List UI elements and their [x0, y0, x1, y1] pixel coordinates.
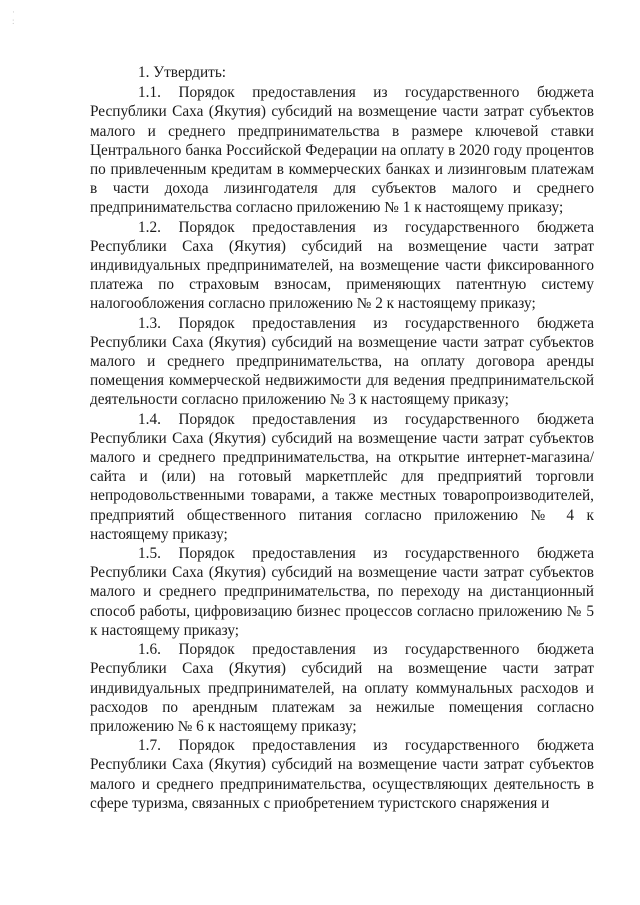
paragraph-1-4: 1.4. Порядок предоставления из государственного бюджета Республики Саха (Якутия) субсидий на возмещение части затрат субъектов малого и среднего предпринимательства, на открытие интернет-магазина/сайта и (или) на готовый маркетплейс для предприятий торговли непродовольственными товарами, а также местных товаропроизводителей, предприятий общественного питания согласно приложению № 4 к настоящему приказу; — [90, 410, 594, 543]
document-body — [90, 63, 594, 813]
paragraph-1-2: 1.2. Порядок предоставления из государственного бюджета Республики Саха (Якутия) субсидий на возмещение части затрат индивидуальных предпринимателей, на возмещение части фиксированного платежа по страховым взносам, применяющих патентную систему налогообложения согласно приложению № 2 к настоящему приказу; — [90, 218, 594, 313]
paragraph-1-3: 1.3. Порядок предоставления из государственного бюджета Республики Саха (Якутия) субсидий на возмещение части затрат субъектов малого и среднего предпринимательства, на оплату договора аренды помещения коммерческой недвижимости для ведения предпринимательской деятельности согласно приложению № 3 к настоящему приказу; — [90, 314, 594, 409]
paragraph-1-6: 1.6. Порядок предоставления из государственного бюджета Республики Саха (Якутия) субсидий на возмещение части затрат индивидуальных предпринимателей, на оплату коммунальных расходов и расходов по арендным платежам за нежилые помещения согласно приложению № 6 к настоящему приказу; — [90, 641, 594, 735]
scan-corner-mark: · : — [12, 7, 15, 26]
paragraph-approve: 1. Утвердить: — [138, 64, 227, 81]
paragraph-1-7: 1.7. Порядок предоставления из государственного бюджета Республики Саха (Якутия) субсидий на возмещение части затрат субъектов малого и среднего предпринимательства, осуществляющих деятельность в сфере туризма, связанных с приобретением туристского снаряжения и — [90, 737, 594, 812]
paragraph-1-5: 1.5. Порядок предоставления из государственного бюджета Республики Саха (Якутия) субсидий на возмещение части затрат субъектов малого и среднего предпринимательства, по переходу на дистанционный способ работы, цифровизацию бизнес процессов согласно приложению № 5 к настоящему приказу; — [90, 545, 594, 639]
paragraph-1-1: 1.1. Порядок предоставления из государственного бюджета Республики Саха (Якутия) субсидий на возмещение части затрат субъектов малого и среднего предпринимательства в размере ключевой ставки Центрального банка Российской Федерации на оплату в 2020 году процентов по привлеченным кредитам в коммерческих банках и лизинговым платежам в части дохода лизингодателя для субъектов малого и среднего предпринимательства согласно приложению № 1 к настоящему приказу; — [90, 84, 594, 217]
